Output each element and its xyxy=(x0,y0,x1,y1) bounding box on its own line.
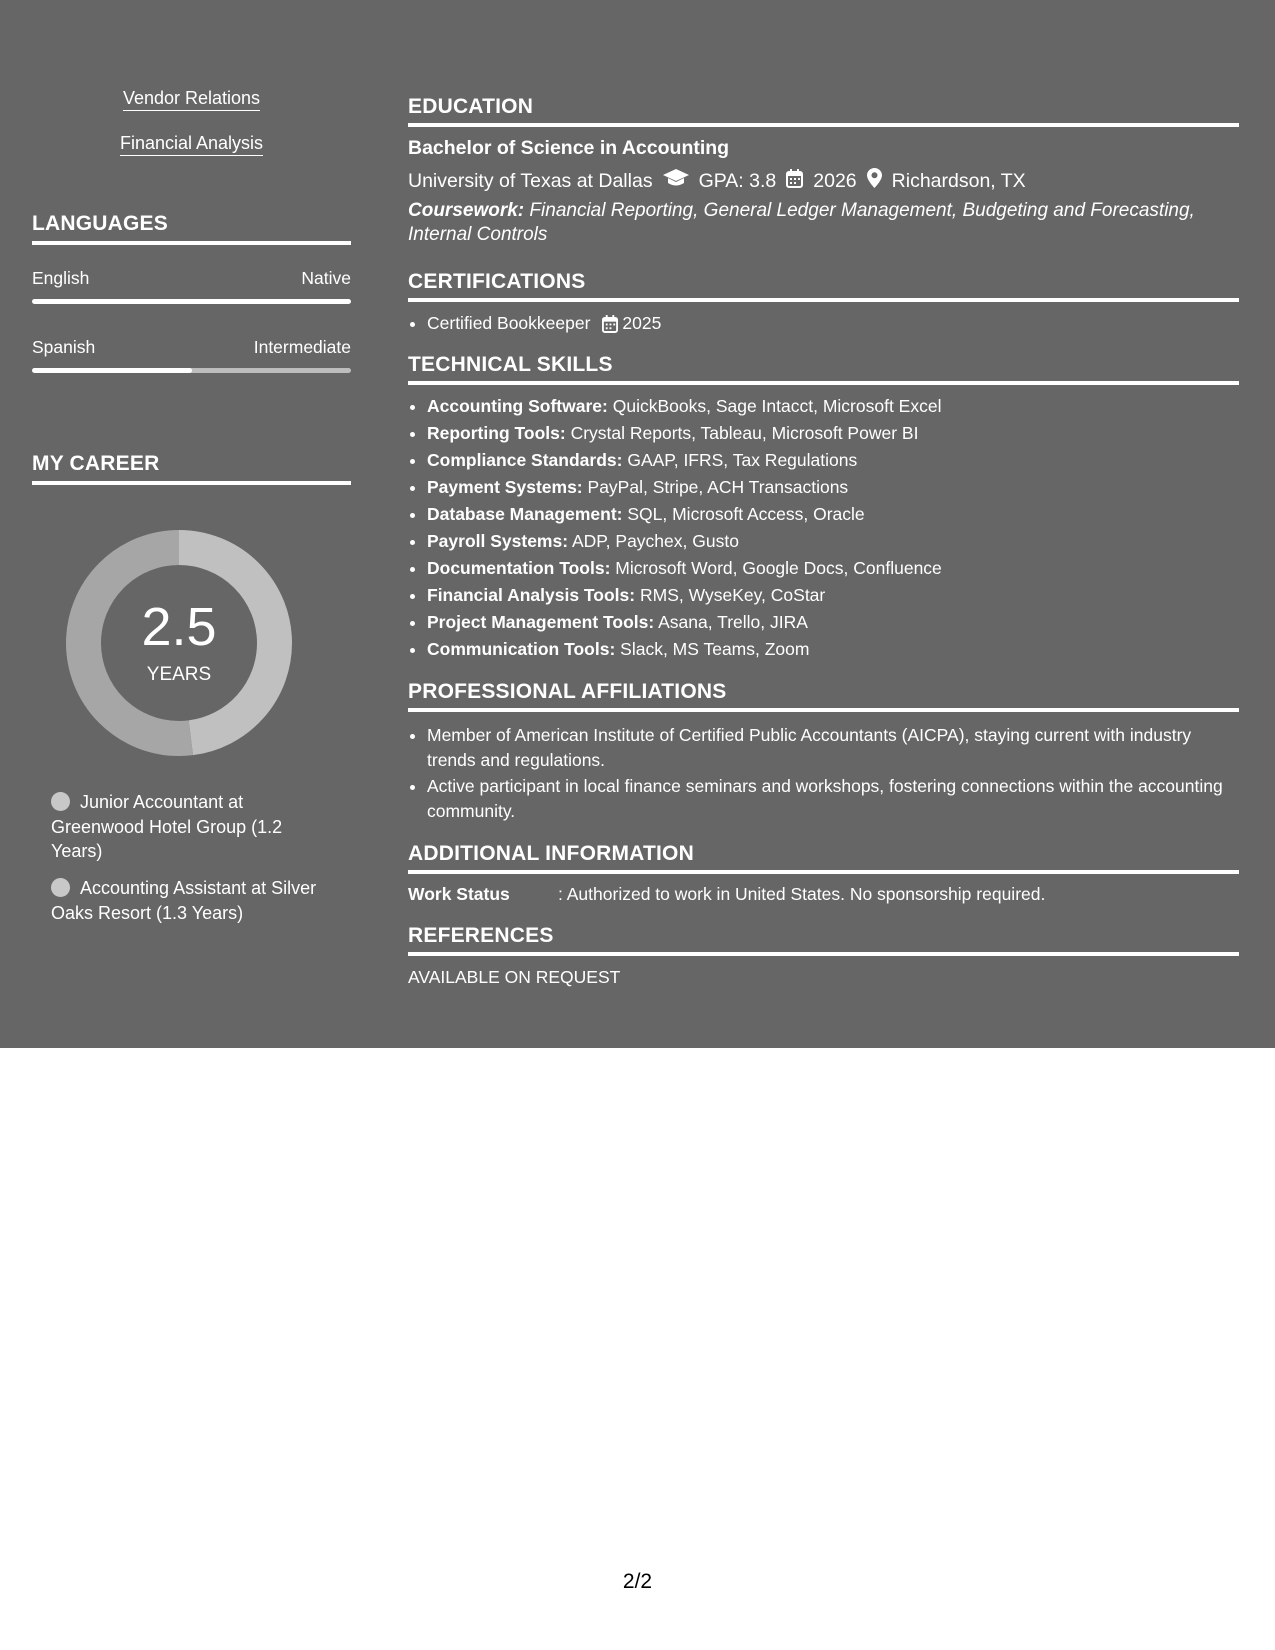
skill-category: Payment Systems: xyxy=(427,477,583,497)
education-year: 2026 xyxy=(813,169,857,192)
language-name: English xyxy=(32,268,90,288)
certifications-heading: CERTIFICATIONS xyxy=(408,270,1239,302)
education-coursework xyxy=(408,199,1239,247)
career-total-years: 2.5 xyxy=(141,597,217,657)
career-item xyxy=(51,876,321,925)
coursework-label: Coursework: xyxy=(408,200,525,221)
skill-item xyxy=(427,447,1239,474)
career-legend-dot xyxy=(51,792,70,811)
technical-skills-heading: TECHNICAL SKILLS xyxy=(408,353,1239,385)
skill-item xyxy=(427,609,1239,636)
languages-heading: LANGUAGES xyxy=(32,212,351,245)
skill-item xyxy=(427,582,1239,609)
additional-info-heading: ADDITIONAL INFORMATION xyxy=(408,842,1239,874)
career-item-label: Junior Accountant at Greenwood Hotel Group (1.2 Years) xyxy=(51,792,283,861)
education-meta xyxy=(408,168,1026,194)
education-gpa: GPA: 3.8 xyxy=(698,169,777,192)
skill-values: GAAP, IFRS, Tax Regulations xyxy=(627,450,858,470)
certification-year: 2025 xyxy=(622,313,662,333)
language-proficiency-fill xyxy=(32,299,351,304)
language-level: Native xyxy=(301,268,351,288)
references-heading: REFERENCES xyxy=(408,924,1239,956)
skill-values: QuickBooks, Sage Intacct, Microsoft Excel xyxy=(612,396,942,416)
career-item-label: Accounting Assistant at Silver Oaks Resort (1.3 Years) xyxy=(51,878,317,923)
education-school: University of Texas at Dallas xyxy=(408,169,653,192)
skill-item xyxy=(427,393,1239,420)
work-status-label: Work Status xyxy=(408,884,510,904)
work-status-value: : Authorized to work in United States. No sponsorship required. xyxy=(558,884,1046,904)
skill-category: Financial Analysis Tools: xyxy=(427,585,636,605)
references-text: AVAILABLE ON REQUEST xyxy=(408,967,621,987)
coursework-list: Financial Reporting, General Ledger Management, Budgeting and Forecasting, Internal Controls xyxy=(408,200,1195,245)
career-heading: MY CAREER xyxy=(32,452,351,485)
skill-category: Project Management Tools: xyxy=(427,612,655,632)
skill-link-financial-analysis[interactable]: Financial Analysis xyxy=(32,133,351,154)
skill-item xyxy=(427,528,1239,555)
certification-item xyxy=(427,310,1239,337)
career-legend-dot xyxy=(51,878,70,897)
work-status-row xyxy=(408,884,1045,905)
skill-values: PayPal, Stripe, ACH Transactions xyxy=(587,477,849,497)
skill-values: RMS, WyseKey, CoStar xyxy=(639,585,826,605)
skill-item xyxy=(427,474,1239,501)
language-name: Spanish xyxy=(32,337,96,357)
skill-category: Compliance Standards: xyxy=(427,450,623,470)
skill-item xyxy=(427,501,1239,528)
affiliation-item: • Member of American Institute of Certified Public Accountants (AICPA), staying current with industry trends and regulations. xyxy=(427,723,1239,772)
language-proficiency-bar xyxy=(32,368,351,373)
career-item xyxy=(51,790,321,864)
certifications-list xyxy=(408,310,1239,337)
language-row-english xyxy=(32,268,351,314)
skill-values: Asana, Trello, JIRA xyxy=(658,612,808,632)
calendar-icon xyxy=(602,315,618,333)
affiliations-heading: PROFESSIONAL AFFILIATIONS xyxy=(408,680,1239,712)
language-proficiency-bar xyxy=(32,299,351,304)
language-row-spanish xyxy=(32,337,351,383)
skill-link-vendor-relations[interactable]: Vendor Relations xyxy=(32,88,351,109)
education-degree: Bachelor of Science in Accounting xyxy=(408,137,730,159)
skill-values: Crystal Reports, Tableau, Microsoft Power BI xyxy=(570,423,919,443)
skill-item xyxy=(427,420,1239,447)
skill-values: Microsoft Word, Google Docs, Confluence xyxy=(615,558,942,578)
education-location: Richardson, TX xyxy=(891,169,1026,192)
language-level: Intermediate xyxy=(253,337,351,357)
affiliation-item: • Active participant in local finance seminars and workshops, fostering connections within the accounting community. xyxy=(427,774,1239,823)
career-donut-chart xyxy=(66,530,292,756)
skill-values: SQL, Microsoft Access, Oracle xyxy=(627,504,865,524)
certification-name: • Certified Bookkeeper xyxy=(427,313,591,333)
language-proficiency-fill xyxy=(32,368,192,373)
education-heading: EDUCATION xyxy=(408,95,1239,127)
skill-category: Database Management: xyxy=(427,504,623,524)
skill-item xyxy=(427,636,1239,663)
skill-category: Accounting Software: xyxy=(427,396,608,416)
skill-category: Payroll Systems: xyxy=(427,531,569,551)
map-pin-icon xyxy=(867,168,882,194)
technical-skills-list xyxy=(408,393,1239,663)
affiliations-list xyxy=(408,723,1239,825)
page-number: 2/2 xyxy=(622,1570,653,1593)
graduation-cap-icon xyxy=(663,169,689,193)
skill-category: Communication Tools: xyxy=(427,639,616,659)
skill-item xyxy=(427,555,1239,582)
calendar-icon xyxy=(786,169,803,194)
skill-category: Reporting Tools: xyxy=(427,423,566,443)
career-years-unit: YEARS xyxy=(146,664,212,685)
skill-category: Documentation Tools: xyxy=(427,558,611,578)
skill-values: ADP, Paychex, Gusto xyxy=(571,531,739,551)
skill-values: Slack, MS Teams, Zoom xyxy=(620,639,810,659)
